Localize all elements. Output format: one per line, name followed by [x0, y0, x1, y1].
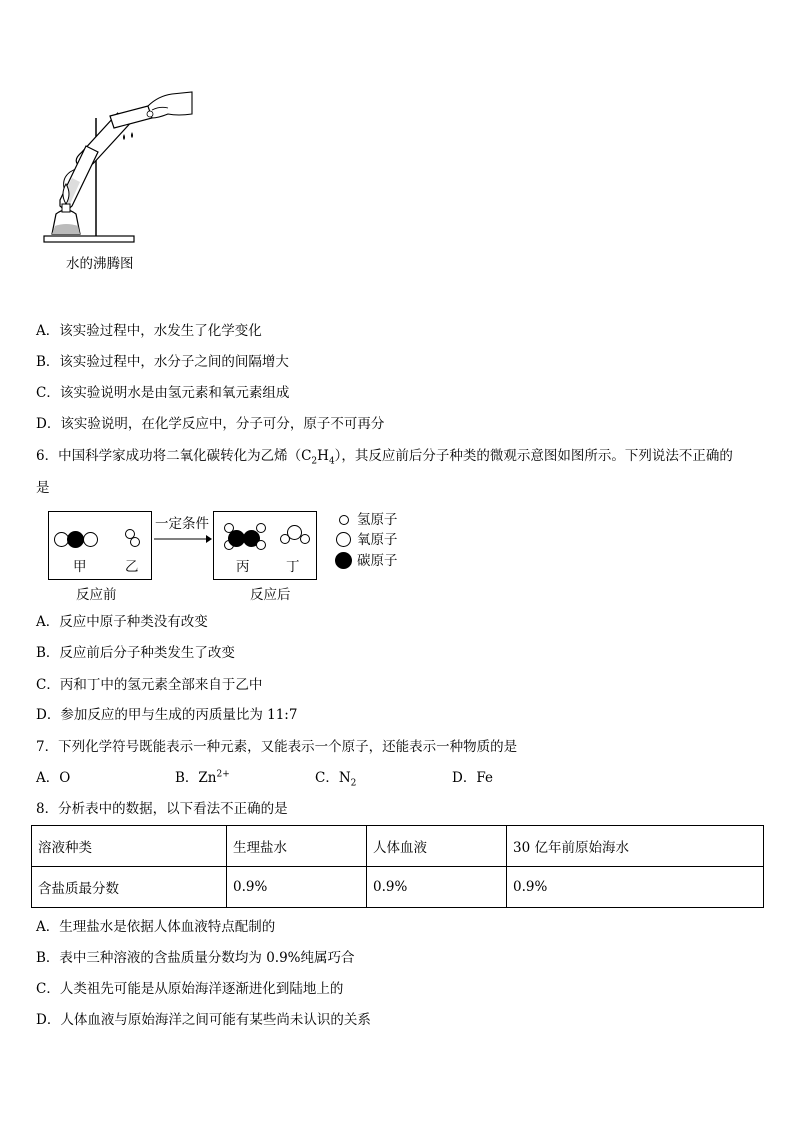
oxygen-atom: [83, 532, 98, 547]
reaction-arrow: [154, 534, 212, 544]
q8-option-c: C．人类祖先可能是从原始海洋逐渐进化到陆地上的: [36, 981, 344, 997]
table-cell: 人体血液: [367, 826, 507, 867]
table-cell: 0.9%: [367, 867, 507, 908]
q6-stem-line2: 是: [36, 480, 50, 496]
q6-option-d: D．参加反应的甲与生成的丙质量比为 11:7: [36, 707, 298, 723]
q5-option-a: A．该实验过程中，水发生了化学变化: [36, 323, 262, 339]
hydrogen-atom: [256, 523, 266, 533]
table-cell: 生理盐水: [227, 826, 367, 867]
figure-caption: 水的沸腾图: [66, 256, 134, 272]
legend-carbon-label: 碳原子: [357, 553, 398, 569]
hydrogen-atom: [256, 540, 266, 550]
table-cell: 0.9%: [507, 867, 764, 908]
q7-option-d: D．Fe: [452, 770, 493, 786]
q8-stem: 8．分析表中的数据，以下看法不正确的是: [36, 801, 288, 817]
q5-option-d: D．该实验说明，在化学反应中，分子可分，原子不可再分: [36, 416, 385, 432]
q8-option-d: D．人体血液与原始海洋之间可能有某些尚未认识的关系: [36, 1012, 371, 1028]
label-yi: 乙: [125, 559, 139, 575]
carbon-atom: [67, 531, 84, 548]
q6-option-c: C．丙和丁中的氢元素全部来自于乙中: [36, 677, 263, 693]
table-cell: 30 亿年前原始海水: [507, 826, 764, 867]
q5-option-c: C．该实验说明水是由氢元素和氧元素组成: [36, 385, 290, 401]
q8-option-b: B．表中三种溶液的含盐质量分数均为 0.9%纯属巧合: [36, 950, 355, 966]
legend-oxygen-icon: [336, 532, 351, 547]
caption-after-reaction: 反应后: [250, 587, 291, 603]
hydrogen-atom: [300, 534, 310, 544]
products-box: [213, 511, 317, 580]
q6-option-a: A．反应中原子种类没有改变: [36, 614, 208, 630]
q7-stem: 7．下列化学符号既能表示一种元素，又能表示一个原子，还能表示一种物质的是: [36, 739, 518, 755]
boiling-water-apparatus-figure: [40, 88, 200, 248]
label-jia: 甲: [73, 559, 87, 575]
table-cell: 溶液种类: [32, 826, 227, 867]
q7-option-b: B．$Zn^{2+}$: [175, 769, 230, 786]
table-row: [32, 867, 764, 908]
q8-option-a: A．生理盐水是依据人体血液特点配制的: [36, 919, 276, 935]
q5-option-b: B．该实验过程中，水分子之间的间隔增大: [36, 354, 289, 370]
q7-option-a: A．O: [36, 770, 71, 786]
table-cell: 含盐质最分数: [32, 867, 227, 908]
legend-carbon-icon: [335, 552, 352, 569]
label-ding: 丁: [286, 559, 300, 575]
table-header-row: [32, 826, 764, 867]
reaction-condition: 一定条件: [155, 516, 209, 532]
table-cell: 0.9%: [227, 867, 367, 908]
q7-option-c: C．$N_2$: [315, 770, 357, 789]
q6-option-b: B．反应前后分子种类发生了改变: [36, 645, 235, 661]
reactants-box: [48, 511, 152, 580]
hydrogen-atom: [130, 537, 140, 547]
caption-before-reaction: 反应前: [76, 587, 117, 603]
q6-stem: 6．中国科学家成功将二氧化碳转化为乙烯$(C_2H_4)$，其反应前后分子种类的微观示意图如图所示。下列说法不正确的: [36, 448, 733, 467]
legend-hydrogen-label: 氢原子: [357, 512, 398, 528]
label-bing: 丙: [236, 559, 250, 575]
legend-hydrogen-icon: [339, 515, 349, 525]
solution-salt-table: [31, 825, 764, 908]
legend-oxygen-label: 氧原子: [357, 532, 398, 548]
